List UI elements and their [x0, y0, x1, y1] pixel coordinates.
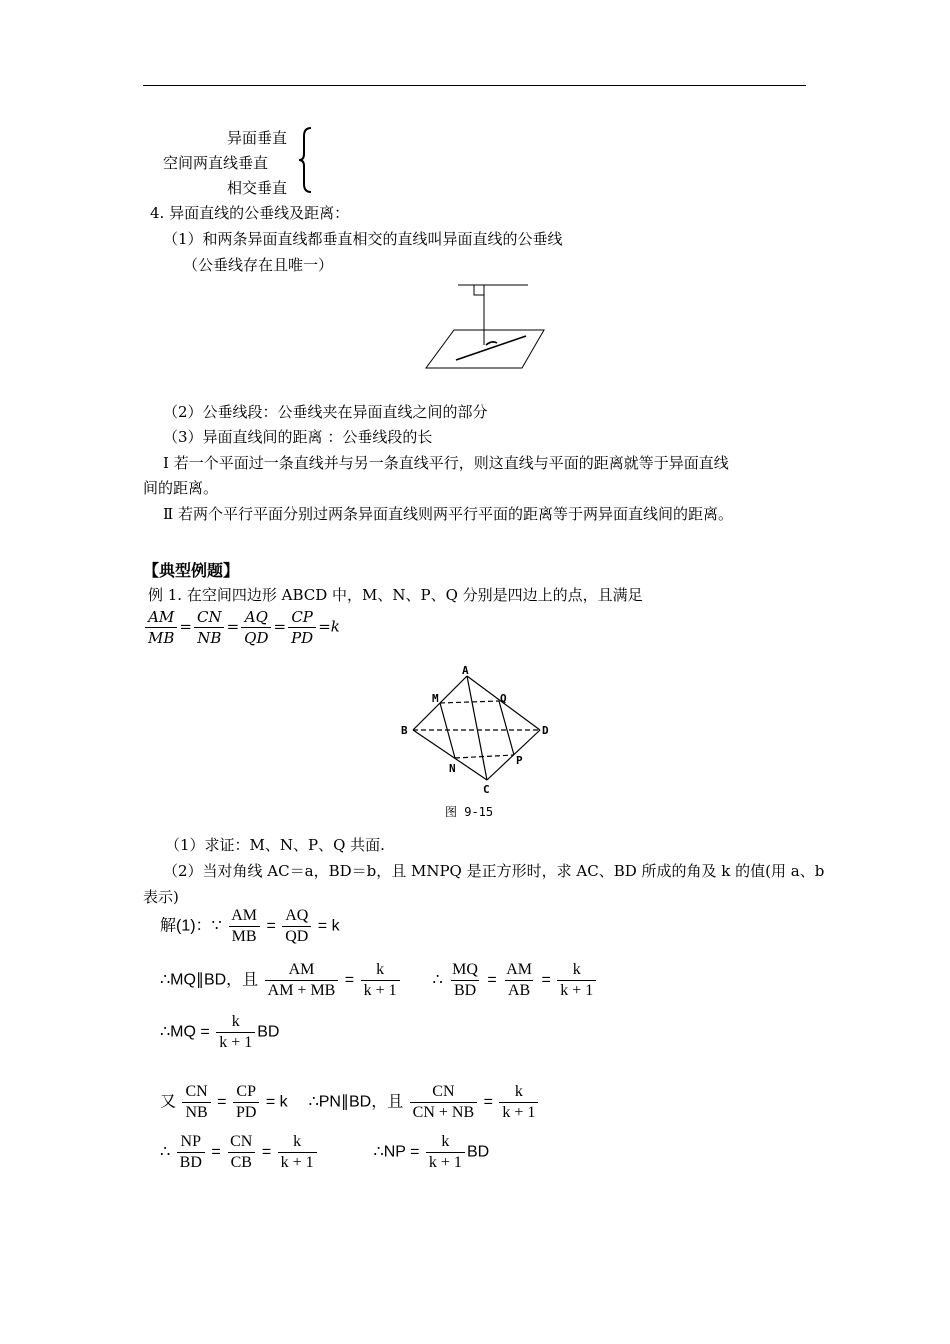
- equals-k: = k: [265, 1093, 288, 1111]
- text-segment: ∴MQ∥BD，且: [160, 971, 259, 989]
- examples-heading: 【典型例题】: [143, 561, 240, 580]
- label-N: N: [449, 762, 456, 775]
- section4-heading: 4. 异面直线的公垂线及距离：: [150, 204, 350, 222]
- figure-caption: 图 9-15: [445, 805, 494, 819]
- frac-num: AQ: [285, 907, 309, 924]
- frac-num: k: [441, 1133, 450, 1150]
- section4-item2: （2）公垂线段：公垂线夹在异面直线之间的部分: [163, 403, 488, 421]
- ratio-num: AM: [148, 608, 175, 626]
- frac-num: k: [572, 961, 581, 978]
- frac-num: CP: [236, 1083, 256, 1100]
- therefore-sign: ∴: [432, 971, 443, 989]
- rule2: Ⅱ 若两个平行平面分别过两条异面直线则两平行平面的距离等于两异面直线间的距离。: [163, 505, 733, 523]
- ratio-equation: [143, 608, 340, 647]
- text-segment: ∴PN∥BD，且: [308, 1093, 404, 1111]
- solution-line4: [160, 1083, 540, 1122]
- equals-sign: =: [344, 971, 355, 989]
- label-B: B: [401, 724, 408, 737]
- curly-brace-icon: [298, 126, 314, 194]
- solution-line5: [160, 1133, 489, 1172]
- label-C: C: [483, 783, 490, 796]
- rule1-line1: Ⅰ 若一个平面过一条直线并与另一条直线平行，则这直线与平面的距离就等于异面直线: [163, 454, 729, 472]
- frac-den: BD: [451, 980, 479, 1000]
- ratio-num: CN: [196, 608, 222, 626]
- frac-den: CN + NB: [410, 1102, 477, 1122]
- frac-num: AM: [506, 961, 532, 978]
- equals-sign: =: [261, 1143, 272, 1161]
- frac-num: MQ: [452, 961, 478, 978]
- rule1-line2: 间的距离。: [143, 479, 219, 497]
- equals-sign: =: [483, 1093, 493, 1111]
- frac-num: k: [293, 1133, 302, 1150]
- text-segment: ∴NP =: [373, 1143, 420, 1161]
- header-rule: [143, 85, 806, 86]
- label-A: A: [462, 664, 469, 677]
- ratio-k: k: [330, 617, 340, 636]
- text-segment: ∴MQ =: [160, 1023, 210, 1041]
- frac-den: k + 1: [557, 980, 596, 1000]
- frac-den: k + 1: [499, 1102, 538, 1122]
- equals-sign: =: [179, 617, 192, 636]
- tree-bottom-label: 相交垂直: [227, 179, 288, 197]
- solution-line3: [160, 1013, 279, 1052]
- common-perpendicular-figure: [420, 278, 550, 374]
- frac-den: CB: [228, 1152, 255, 1172]
- frac-den: k + 1: [278, 1152, 317, 1172]
- ratio-den: PD: [288, 627, 316, 647]
- frac-num: CN: [230, 1133, 253, 1150]
- text-segment: BD: [257, 1023, 280, 1041]
- therefore-sign: ∴: [160, 1143, 171, 1161]
- question1: （1）求证：M、N、P、Q 共面.: [165, 836, 385, 854]
- frac-den: BD: [177, 1152, 205, 1172]
- frac-num: CN: [185, 1083, 208, 1100]
- solution-line2: [160, 961, 598, 1000]
- question2-line1: （2）当对角线 AC＝a，BD＝b，且 MNPQ 是正方形时，求 AC、BD 所成的角及 k 的值(用 a、b: [163, 862, 825, 880]
- text-segment: BD: [466, 1143, 490, 1161]
- frac-num: CN: [432, 1083, 455, 1100]
- tree-top-label: 异面垂直: [227, 129, 288, 147]
- frac-num: k: [231, 1013, 240, 1030]
- question2-line2: 表示): [143, 888, 179, 906]
- frac-num: AM: [231, 907, 257, 924]
- frac-den: AM + MB: [265, 980, 339, 1000]
- equals-sign: =: [217, 1093, 227, 1111]
- label-D: D: [542, 724, 549, 737]
- equals-sign: =: [211, 1143, 221, 1161]
- frac-den: k + 1: [216, 1032, 255, 1052]
- equals-sign: =: [318, 617, 331, 636]
- frac-den: QD: [282, 926, 311, 946]
- equals-sign: =: [487, 971, 497, 989]
- tree-middle-label: 空间两直线垂直: [163, 154, 269, 172]
- section4-item1: （1）和两条异面直线都垂直相交的直线叫异面直线的公垂线: [163, 230, 563, 248]
- ratio-den: MB: [145, 627, 177, 647]
- frac-den: NB: [182, 1102, 210, 1122]
- frac-den: k + 1: [426, 1152, 465, 1172]
- section4-item3: （3）异面直线间的距离 ：公垂线段的长: [163, 428, 433, 446]
- equals-sign: =: [273, 617, 287, 636]
- solution-prefix: 解(1)：∵: [160, 917, 222, 935]
- spatial-quadrilateral-figure: [395, 660, 560, 825]
- frac-num: AM: [288, 961, 315, 978]
- label-M: M: [432, 692, 439, 705]
- ratio-num: CP: [291, 608, 313, 626]
- equals-sign: =: [226, 617, 240, 636]
- frac-den: k + 1: [361, 980, 400, 1000]
- label-P: P: [516, 754, 523, 767]
- equals-sign: =: [266, 917, 276, 935]
- section4-item1-note: （公垂线存在且唯一）: [183, 256, 334, 274]
- frac-num: NP: [180, 1133, 201, 1150]
- frac-den: MB: [229, 926, 260, 946]
- equals-k: = k: [317, 917, 340, 935]
- frac-num: k: [514, 1083, 523, 1100]
- solution-line1: [160, 907, 340, 946]
- frac-den: PD: [233, 1102, 259, 1122]
- ratio-den: QD: [241, 627, 271, 647]
- ratio-num: AQ: [244, 608, 268, 626]
- text-segment: 又: [160, 1093, 177, 1111]
- ratio-den: NB: [194, 627, 224, 647]
- frac-num: k: [376, 961, 385, 978]
- example1-intro: 例 1. 在空间四边形 ABCD 中，M、N、P、Q 分别是四边上的点，且满足: [148, 586, 643, 604]
- equals-sign: =: [541, 971, 551, 989]
- label-Q: Q: [500, 692, 507, 705]
- frac-den: AB: [505, 980, 533, 1000]
